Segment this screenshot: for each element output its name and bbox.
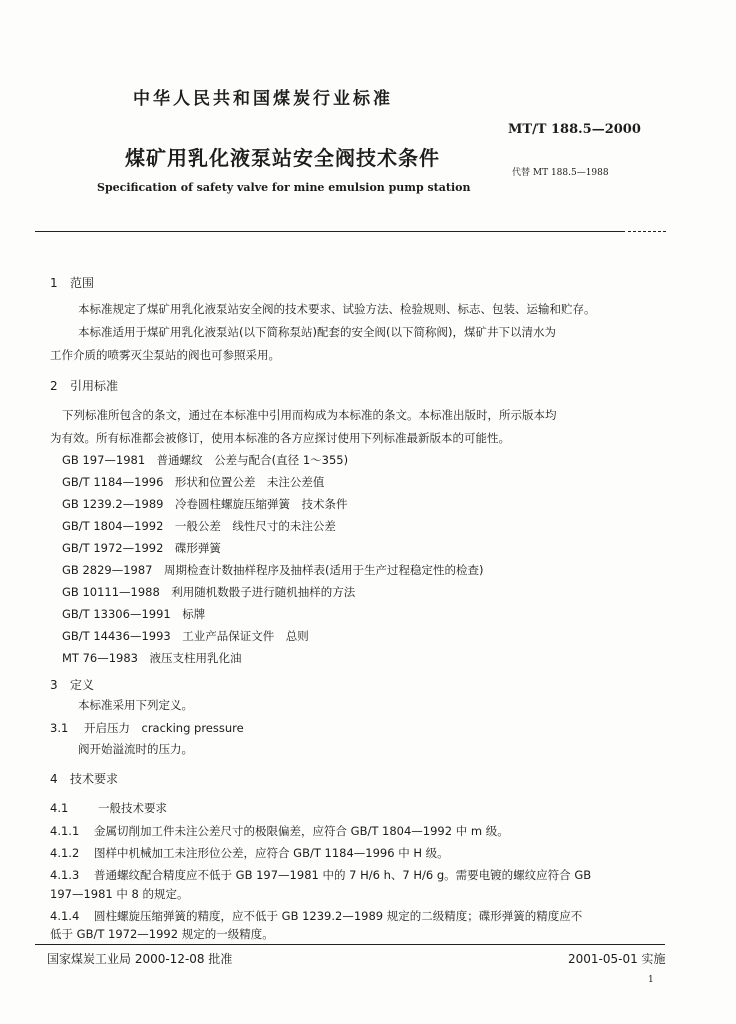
section-heading-text: 定义	[70, 678, 95, 692]
section-1-heading	[50, 274, 94, 291]
standard-code: MT/T 188.5—2000	[508, 122, 641, 137]
section-4-heading	[50, 770, 118, 787]
section-heading-text: 技术要求	[70, 772, 119, 786]
section-number: 1	[50, 276, 58, 290]
page-number: 1	[648, 975, 654, 985]
reference-item: MT 76—1983 液压支柱用乳化油	[62, 651, 242, 665]
definition-number: 3.1	[50, 721, 69, 735]
section-number: 2	[50, 379, 58, 393]
requirement-text: 圆柱螺旋压缩弹簧的精度，应不低于 GB 1239.2—1989 规定的二级精度；碟形弹簧的精度应不	[94, 909, 583, 923]
section-number: 4	[50, 772, 58, 786]
requirement-item	[50, 845, 449, 861]
english-title: Specification of safety valve for mine emulsion pump station	[97, 181, 471, 194]
section-heading-text: 引用标准	[70, 379, 119, 393]
standard-category-title: 中华人民共和国煤炭行业标准	[133, 89, 393, 109]
requirement-number: 4.1.4	[50, 909, 80, 923]
subsection-heading	[50, 800, 167, 816]
section-3-heading	[50, 676, 94, 693]
reference-item: GB/T 1804—1992 一般公差 线性尺寸的未注公差	[62, 519, 336, 533]
requirement-number: 4.1.1	[50, 824, 80, 838]
document-title: 煤矿用乳化液泵站安全阀技术条件	[125, 146, 440, 170]
subsection-number: 4.1	[50, 801, 69, 815]
section-1-paragraph: 工作介质的喷雾灭尘泵站的阀也可参照采用。	[50, 348, 280, 362]
reference-item: GB 197—1981 普通螺纹 公差与配合(直径 1～355)	[62, 453, 349, 467]
section-2-intro: 为有效。所有标准都会被修订，使用本标准的各方应探讨使用下列标准最新版本的可能性。	[50, 431, 510, 445]
requirement-number: 4.1.2	[50, 846, 80, 860]
subsection-heading-text: 一般技术要求	[98, 801, 167, 815]
section-2-heading	[50, 377, 118, 394]
definition-text: 阀开始溢流时的压力。	[78, 742, 193, 756]
requirement-item	[50, 823, 509, 839]
section-1-paragraph: 本标准规定了煤矿用乳化液泵站安全阀的技术要求、试验方法、检验规则、标志、包装、运输和贮存。	[78, 302, 596, 316]
reference-item: GB/T 1972—1992 碟形弹簧	[62, 541, 221, 555]
header-divider	[35, 231, 625, 232]
approval-date: 国家煤炭工业局 2000-12-08 批准	[47, 952, 233, 966]
reference-item: GB/T 14436—1993 工业产品保证文件 总则	[62, 629, 309, 643]
requirement-text: 普通螺纹配合精度应不低于 GB 197—1981 中的 7 H/6 h、7 H/6 g。需要电镀的螺纹应符合 GB	[94, 868, 592, 882]
definition-term	[50, 720, 244, 736]
reference-item: GB 1239.2—1989 冷卷圆柱螺旋压缩弹簧 技术条件	[62, 497, 348, 511]
requirement-text: 金属切削加工件未注公差尺寸的极限偏差，应符合 GB/T 1804—1992 中 m 级。	[94, 824, 509, 838]
section-heading-text: 范围	[70, 276, 95, 290]
section-1-paragraph: 本标准适用于煤矿用乳化液泵站(以下简称泵站)配套的安全阀(以下简称阀)，煤矿井下以清水为	[78, 325, 556, 339]
requirement-item	[50, 867, 591, 883]
header-divider-dashed	[628, 231, 666, 232]
requirement-continuation: 低于 GB/T 1972—1992 规定的一级精度。	[50, 927, 274, 941]
reference-item: GB/T 13306—1991 标牌	[62, 607, 206, 621]
replaces-note: 代替 MT 188.5—1988	[512, 168, 609, 178]
requirement-number: 4.1.3	[50, 868, 80, 882]
reference-item: GB 2829—1987 周期检查计数抽样程序及抽样表(适用于生产过程稳定性的检查)	[62, 563, 484, 577]
requirement-item	[50, 908, 582, 924]
definition-term-text: 开启压力 cracking pressure	[84, 721, 244, 735]
section-number: 3	[50, 678, 58, 692]
reference-item: GB/T 1184—1996 形状和位置公差 未注公差值	[62, 475, 325, 489]
requirement-continuation: 197—1981 中 8 的规定。	[50, 887, 189, 901]
section-2-intro: 下列标准所包含的条文，通过在本标准中引用而构成为本标准的条文。本标准出版时，所示版本均	[62, 408, 557, 422]
implementation-date: 2001-05-01 实施	[568, 952, 666, 966]
reference-item: GB 10111—1988 利用随机数骰子进行随机抽样的方法	[62, 585, 356, 599]
section-3-intro: 本标准采用下列定义。	[78, 698, 193, 712]
requirement-text: 图样中机械加工未注形位公差，应符合 GB/T 1184—1996 中 H 级。	[94, 846, 449, 860]
footer-divider	[35, 944, 665, 945]
